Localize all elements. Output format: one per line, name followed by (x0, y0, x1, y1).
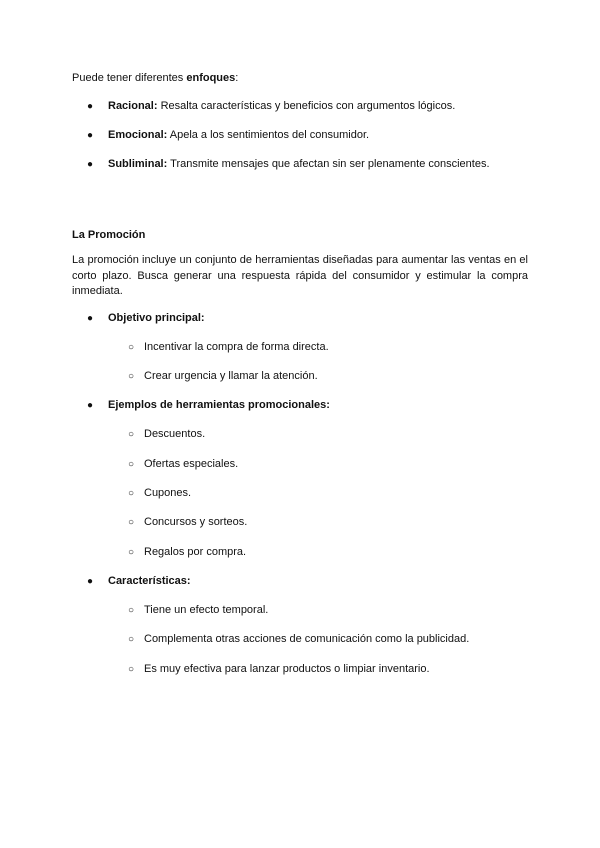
approach-text: Resalta características y beneficios con argumentos lógicos. (157, 100, 456, 112)
bullet-icon: ● (87, 101, 94, 112)
intro-prefix: Puede tener diferentes (72, 72, 187, 84)
intro-suffix: : (235, 72, 239, 84)
intro-bold: enfoques (186, 72, 236, 84)
group-heading-text: Características: (108, 575, 191, 587)
group-heading (108, 398, 330, 413)
sub-bullet-icon: ○ (128, 634, 135, 645)
bullet-icon: ● (87, 130, 94, 141)
approach-term: Emocional: (108, 129, 168, 141)
list-item: Es muy efectiva para lanzar productos o limpiar inventario. (144, 663, 430, 675)
group-heading-text: Ejemplos de herramientas promocionales: (108, 399, 330, 411)
group-heading (108, 311, 205, 326)
approach-text: Transmite mensajes que afectan sin ser plenamente conscientes. (167, 158, 490, 170)
bullet-icon: ● (87, 313, 94, 324)
sub-bullet-icon: ○ (128, 547, 135, 558)
section-title-text: La Promoción (72, 229, 146, 241)
list-item: Cupones. (144, 487, 192, 499)
sub-bullet-icon: ○ (128, 429, 135, 440)
approach-text: Apela a los sentimientos del consumidor. (167, 129, 370, 141)
approach-item (108, 128, 369, 143)
bullet-icon: ● (87, 576, 94, 587)
bullet-icon: ● (87, 400, 94, 411)
sub-bullet-icon: ○ (128, 342, 135, 353)
sub-bullet-icon: ○ (128, 605, 135, 616)
sub-bullet-icon: ○ (128, 488, 135, 499)
approach-term: Subliminal: (108, 158, 168, 170)
list-item: Regalos por compra. (144, 546, 247, 558)
sub-bullet-icon: ○ (128, 371, 135, 382)
approach-item (108, 99, 455, 114)
group-heading-text: Objetivo principal: (108, 312, 205, 324)
approach-item (108, 157, 490, 172)
sub-bullet-icon: ○ (128, 517, 135, 528)
approach-term: Racional: (108, 100, 158, 112)
group-heading (108, 574, 191, 589)
intro-line (72, 71, 238, 86)
sub-bullet-icon: ○ (128, 459, 135, 470)
bullet-icon: ● (87, 159, 94, 170)
list-item: Complementa otras acciones de comunicación como la publicidad. (144, 633, 470, 645)
list-item: Incentivar la compra de forma directa. (144, 341, 329, 353)
list-item: Ofertas especiales. (144, 458, 239, 470)
list-item: Crear urgencia y llamar la atención. (144, 370, 318, 382)
section-title (72, 228, 145, 243)
list-item: Tiene un efecto temporal. (144, 604, 269, 616)
list-item: Descuentos. (144, 428, 206, 440)
list-item: Concursos y sorteos. (144, 516, 248, 528)
section-paragraph: La promoción incluye un conjunto de herramientas diseñadas para aumentar las ventas en el corto plazo. Busca generar una respuesta rápida del consumidor y estimular la compra inmediata. (72, 254, 528, 297)
sub-bullet-icon: ○ (128, 664, 135, 675)
